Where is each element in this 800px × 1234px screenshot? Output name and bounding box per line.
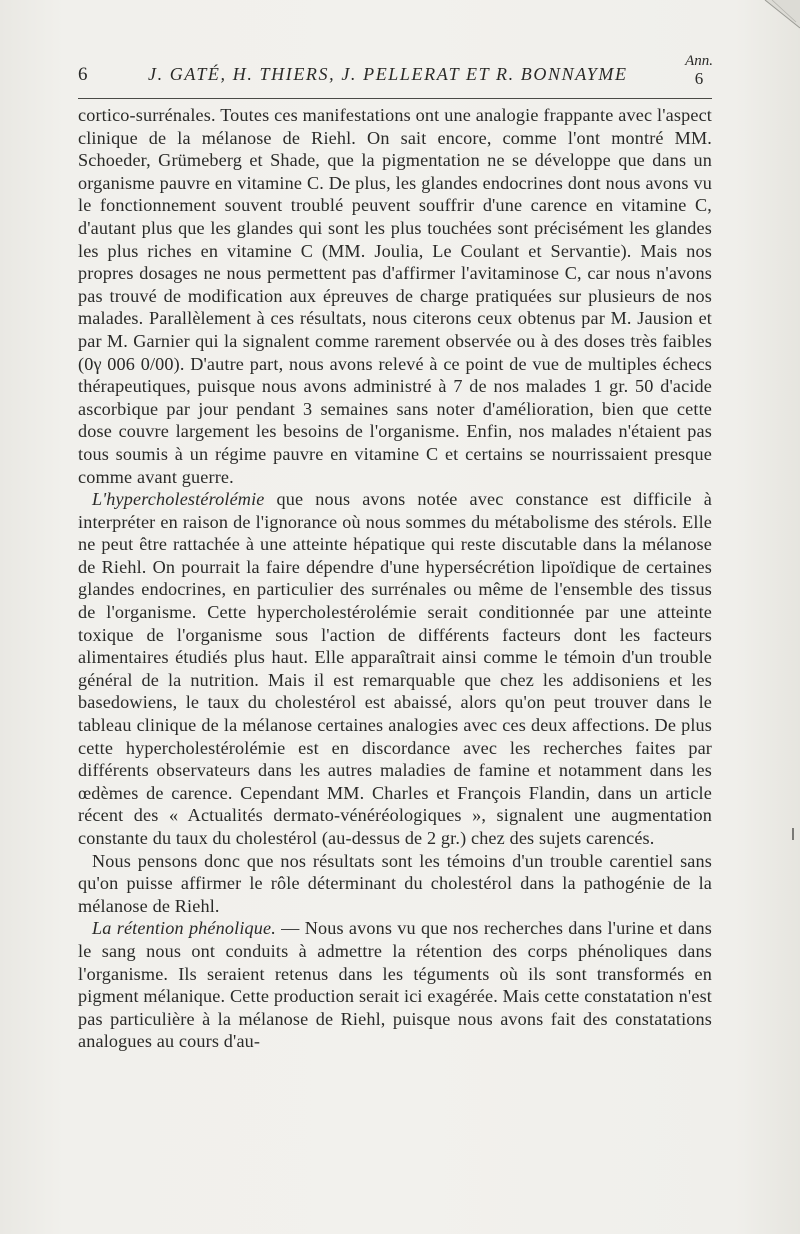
- paragraph-conclusion: [78, 850, 712, 918]
- paragraph-lead: L'hypercholestérolémie: [92, 489, 265, 510]
- paragraph-retention-phenolique: [78, 917, 712, 1053]
- running-header: [78, 53, 713, 100]
- page-number: 6: [78, 64, 88, 85]
- paragraph-text: Nous pensons donc que nos résultats sont les témoins d'un trouble carentiel sans qu'on puisse affirmer le rôle déterminant du cholestérol dans la pathogénie de la mélanose de Riehl.: [78, 850, 712, 916]
- annotation-number: 6: [694, 69, 704, 88]
- annotation-label: Ann.: [685, 53, 713, 69]
- paragraph-cortico-surrenales: [78, 104, 712, 488]
- header-rule: [78, 98, 712, 99]
- margin-mark: [792, 828, 794, 840]
- annotation-block: [685, 52, 713, 88]
- paragraph-text: que nous avons notée avec constance est difficile à interpréter en raison de l'ignorance où nous sommes du métabolisme des stérols. Elle ne peut être rattachée à une atteinte hépatique qui reste discutable dans la mélanose de Riehl. On pourrait la faire dépendre d'une hypersécrétion lipoïdique de certaines glandes endocrines, en particulier des surrénales ou même de l'ensemble des tissus de l'organisme. Cette hypercholestérolémie serait conditionnée par une atteinte toxique de l'organisme sous l'action de différents facteurs dont les facteurs alimentaires étudiés plus haut. Elle apparaîtrait ainsi comme le témoin d'un trouble général de la nutrition. Mais il est remarquable que chez les addisoniens et les basedowiens, le taux du cholestérol est abaissé, alors qu'on peut trouver dans le tableau clinique de la mélanose certaines analogies avec ces deux affections. De plus cette hypercholestérolémie est en discordance avec les recherches faites par différents observateurs dans les autres maladies de famine et notamment dans les œdèmes de carence. Cependant MM. Charles et François Flandin, dans un article récent des « Actualités dermato-vénéréologiques », signalent une augmentation constante du taux du cholestérol (au-dessus de 2 gr.) chez des sujets carencés.: [78, 489, 712, 848]
- paragraph-text: cortico-surrénales. Toutes ces manifestations ont une analogie frappante avec l'aspect clinique de la mélanose de Riehl. On sait encore, comme l'ont montré MM. Schoeder, Grümeberg et Shade, que la pigmentation ne se développe que dans un organisme pauvre en vitamine C. De plus, les glandes endocrines dont nous avons vu le fonctionnement souvent troublé peuvent souffrir d'une carence en vitamine C, d'autant plus que les glandes qui sont les plus touchées sont précisément les glandes les plus riches en vitamine C (MM. Joulia, Le Coulant et Servantie). Mais nos propres dosages ne nous permettent pas d'affirmer l'avitaminose C, car nous n'avons pas trouvé de modification aux épreuves de charge pratiquées sur plusieurs de nos malades. Parallèlement à ces résultats, nous citerons ceux obtenus par M. Jausion et par M. Garnier qui la signalent comme rarement observée ou à des doses très faibles (0γ 006 0/00). D'autre part, nous avons relevé à ce point de vue de multiples échecs thérapeutiques, puisque nous avons administré à 7 de nos malades 1 gr. 50 d'acide ascorbique par jour pendant 3 semaines sans noter d'amélioration, bien que cette dose couvre largement les besoins de l'organisme. Enfin, nos malades n'étaient pas tous soumis à un régime pauvre en vitamine C et certains se nourrissaient presque comme avant guerre.: [78, 105, 712, 487]
- body-text: [78, 104, 712, 1053]
- paragraph-hypercholesterolemie: [78, 488, 712, 850]
- paragraph-text: — Nous avons vu que nos recherches dans l'urine et dans le sang nous ont conduits à admettre la rétention des corps phénoliques dans l'organisme. Ils seraient retenus dans les téguments où ils sont transformés en pigment mélanique. Cette production serait ici exagérée. Mais cette constatation n'est pas particulière à la mélanose de Riehl, puisque nous avons fait des constatations analogues au cours d'au-: [78, 918, 712, 1052]
- paragraph-lead: La rétention phénolique.: [92, 918, 276, 939]
- running-title: J. GATÉ, H. THIERS, J. PELLERAT ET R. BONNAYME: [148, 64, 628, 84]
- page-corner-fold: [710, 0, 800, 40]
